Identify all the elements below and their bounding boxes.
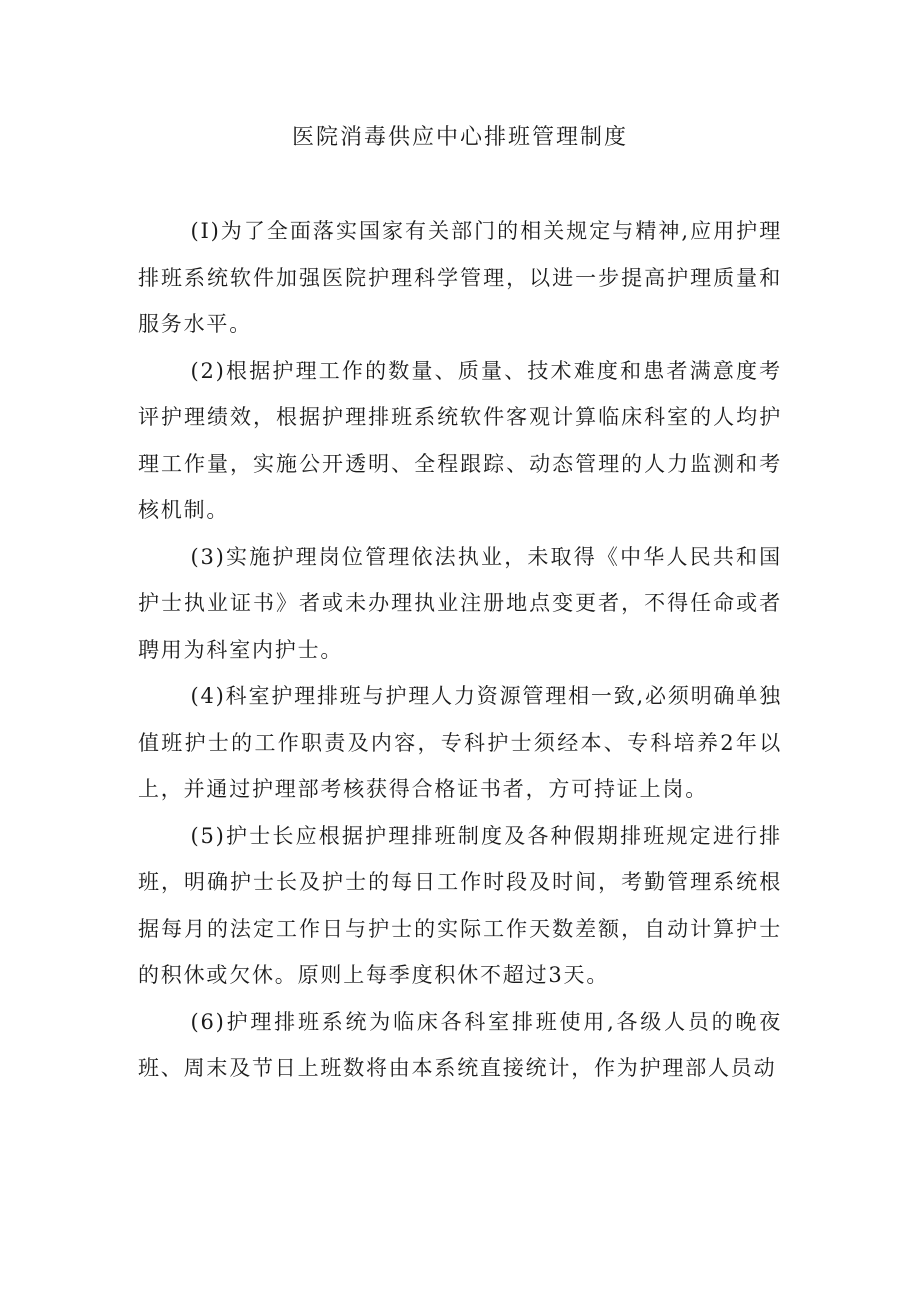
paragraph-3: (3)实施护理岗位管理依法执业，未取得《中华人民共和国护士执业证书》者或未办理执业注册地点变更者，不得任命或者聘用为科室内护士。	[138, 544, 782, 662]
document-title: 医院消毒供应中心排班管理制度	[291, 125, 628, 150]
paragraph-1: (I)为了全面落实国家有关部门的相关规定与精神,应用护理排班系统软件加强医院护理科学管理，以进一步提高护理质量和服务水平。	[138, 219, 782, 336]
paragraph-6: (6)护理排班系统为临床各科室排班使用,各级人员的晚夜班、周末及节日上班数将由本系统直接统计，作为护理部人员动	[138, 1009, 782, 1080]
paragraph-5: (5)护士长应根据护理排班制度及各种假期排班规定进行排班，明确护士长及护士的每日工作时段及时间，考勤管理系统根据每月的法定工作日与护士的实际工作天数差额，自动计算护士的积休或欠休。原则上每季度积休不超过3天。	[138, 823, 782, 987]
document-body	[138, 208, 782, 1092]
paragraph-2: (2)根据护理工作的数量、质量、技术难度和患者满意度考评护理绩效，根据护理排班系统软件客观计算临床科室的人均护理工作量，实施公开透明、全程跟踪、动态管理的人力监测和考核机制。	[138, 358, 782, 522]
paragraph-4: (4)科室护理排班与护理人力资源管理相一致,必须明确单独值班护士的工作职责及内容，专科护士须经本、专科培养2年以上，并通过护理部考核获得合格证书者，方可持证上岗。	[138, 684, 782, 801]
